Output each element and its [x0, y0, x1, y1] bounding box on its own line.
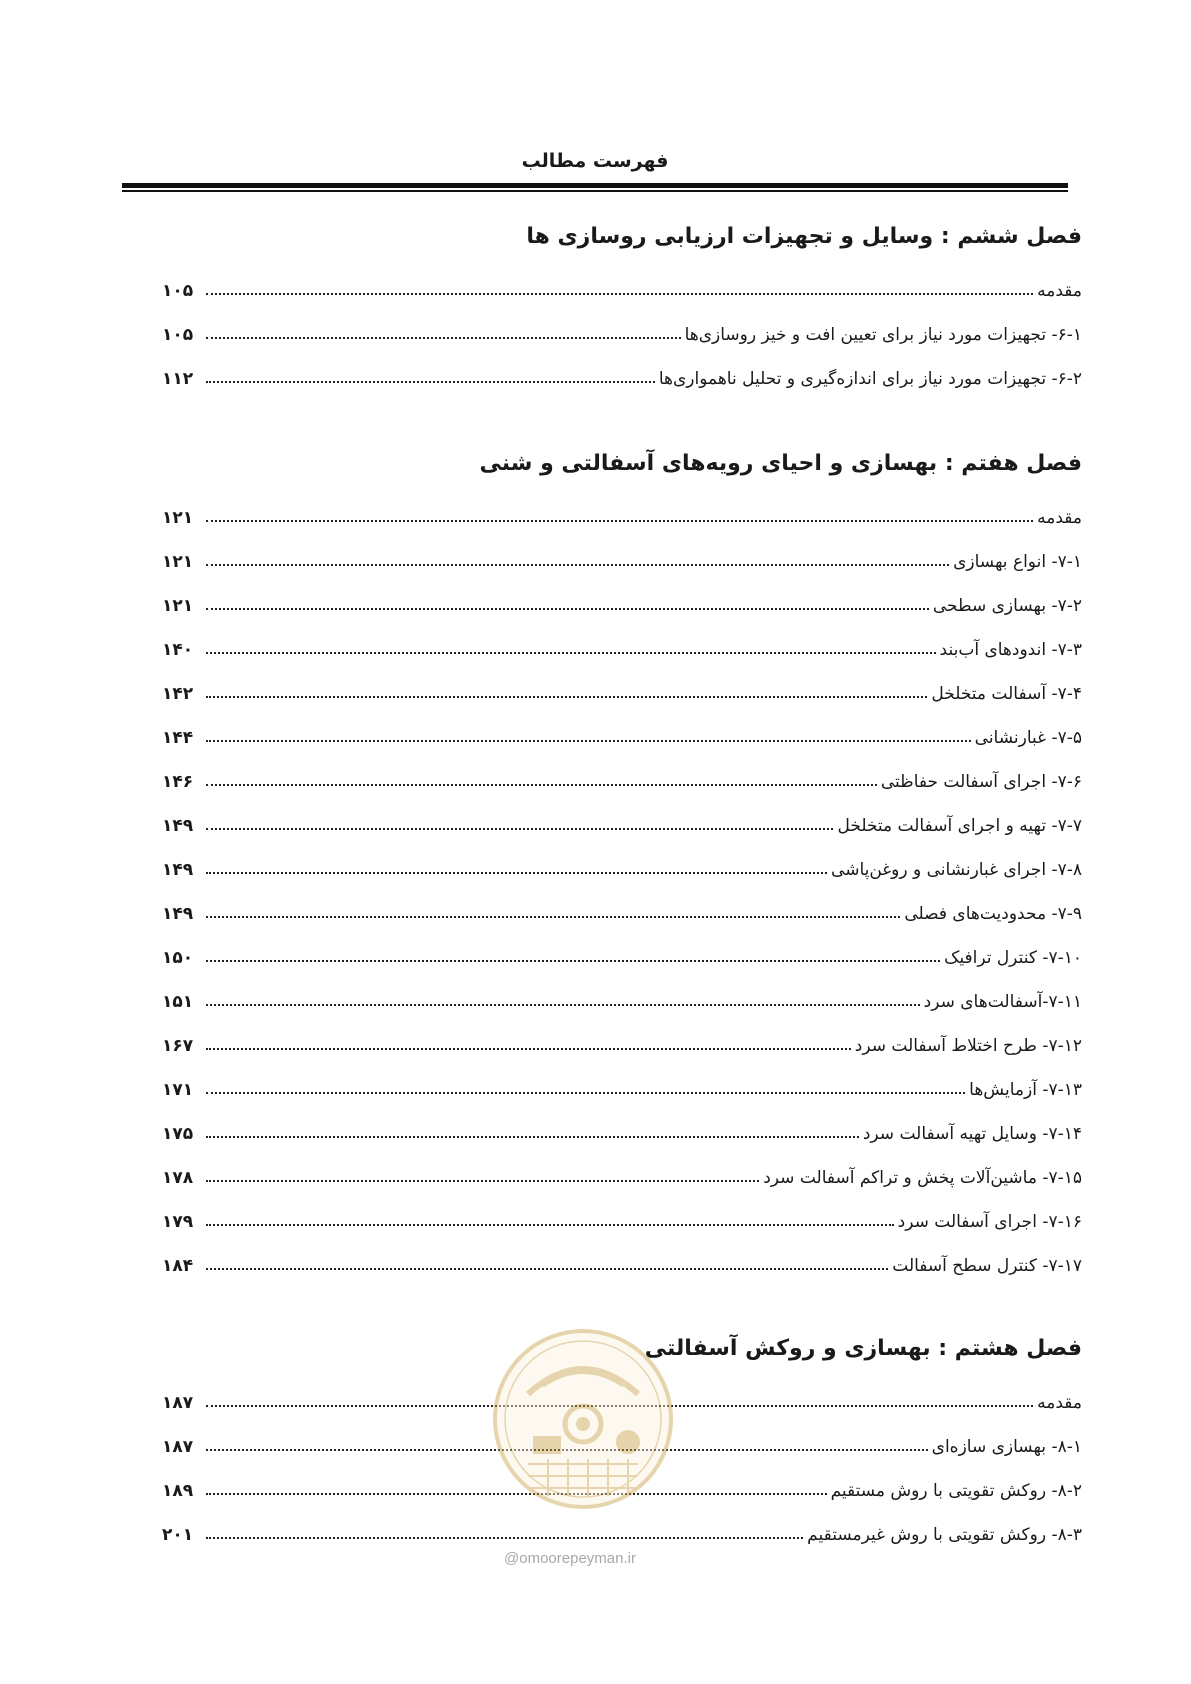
toc-entry-page: ۱۴۹: [162, 904, 194, 924]
toc-entry-page: ۱۰۵: [162, 281, 194, 301]
toc-entry-label: ۷-۳- اندودهای آب‌بند: [939, 640, 1082, 660]
toc-entry-page: ۱۴۴: [162, 728, 194, 748]
toc-entry[interactable]: [162, 257, 1082, 301]
watermark-logo-icon: [488, 1324, 678, 1514]
toc-entry[interactable]: [162, 1056, 1082, 1100]
toc-entry-page: ۱۴۲: [162, 684, 194, 704]
toc-entry-label: ۷-۱۶- اجرای آسفالت سرد: [897, 1212, 1082, 1232]
toc-entry-page: ۱۸۷: [162, 1437, 194, 1457]
chapter-heading: فصل هشتم : بهسازی و روکش آسفالتی: [644, 1336, 1082, 1361]
toc-entry-label: ۸-۱- بهسازی سازه‌ای: [931, 1437, 1082, 1457]
toc-entry-page: ۱۴۹: [162, 860, 194, 880]
header-rule-thick: [122, 183, 1068, 188]
toc-entry[interactable]: [162, 836, 1082, 880]
toc-leader-dots: [206, 1180, 759, 1182]
toc-entry-page: ۱۲۱: [162, 596, 194, 616]
toc-entry-page: ۱۸۹: [162, 1481, 194, 1501]
toc-entry-label: ۷-۷- تهیه و اجرای آسفالت متخلخل: [837, 816, 1082, 836]
toc-leader-dots: [206, 337, 681, 339]
page-header-title: فهرست مطالب: [521, 150, 669, 172]
toc-entry-label: ۸-۳- روکش تقویتی با روش غیرمستقیم: [807, 1525, 1082, 1545]
toc-leader-dots: [206, 1048, 851, 1050]
toc-leader-dots: [206, 1136, 859, 1138]
toc-entry-page: ۱۴۶: [162, 772, 194, 792]
toc-entry-label: ۷-۱- انواع بهسازی: [953, 552, 1082, 572]
toc-entry[interactable]: [162, 924, 1082, 968]
toc-entry[interactable]: [162, 704, 1082, 748]
toc-entry-label: ۷-۵- غبارنشانی: [974, 728, 1082, 748]
toc-entry-page: ۱۷۱: [162, 1080, 194, 1100]
toc-entry-page: ۱۵۰: [162, 948, 194, 968]
toc-leader-dots: [206, 293, 1033, 295]
toc-entry[interactable]: [162, 748, 1082, 792]
toc-entry-page: ۲۰۱: [162, 1525, 194, 1545]
toc-leader-dots: [206, 564, 949, 566]
toc-entry[interactable]: [162, 1144, 1082, 1188]
toc-entry-page: ۱۴۰: [162, 640, 194, 660]
toc-leader-dots: [206, 381, 655, 383]
toc-entry-label: ۷-۹- محدودیت‌های فصلی: [904, 904, 1082, 924]
toc-entry-page: ۱۰۵: [162, 325, 194, 345]
toc-entry-page: ۱۱۲: [162, 369, 194, 389]
toc-leader-dots: [206, 784, 877, 786]
toc-entry-page: ۱۵۱: [162, 992, 194, 1012]
toc-leader-dots: [206, 1268, 888, 1270]
toc-entry-label: مقدمه: [1037, 508, 1082, 528]
toc-entry-label: ۷-۲- بهسازی سطحی: [932, 596, 1082, 616]
toc-entry[interactable]: [162, 660, 1082, 704]
toc-entry-page: ۱۸۷: [162, 1393, 194, 1413]
toc-leader-dots: [206, 1537, 803, 1539]
toc-entry[interactable]: [162, 1232, 1082, 1276]
toc-entry-label: ۷-۱۳- آزمایش‌ها: [969, 1080, 1082, 1100]
toc-leader-dots: [206, 1092, 965, 1094]
toc-entry-label: ۷-۸- اجرای غبارنشانی و روغن‌پاشی: [831, 860, 1082, 880]
toc-leader-dots: [206, 740, 971, 742]
toc-entry-label: ۷-۱۰- کنترل ترافیک: [944, 948, 1082, 968]
toc-entry-page: ۱۲۱: [162, 508, 194, 528]
toc-leader-dots: [206, 1004, 920, 1006]
toc-entry-label: ۷-۶- اجرای آسفالت حفاظتی: [880, 772, 1082, 792]
toc-leader-dots: [206, 828, 833, 830]
toc-entry[interactable]: [162, 968, 1082, 1012]
toc-entry[interactable]: [162, 616, 1082, 660]
toc-entry-page: ۱۷۸: [162, 1168, 194, 1188]
toc-entry[interactable]: [162, 880, 1082, 924]
toc-section-chapter-7: [162, 444, 1082, 1276]
toc-leader-dots: [206, 608, 929, 610]
toc-leader-dots: [206, 960, 940, 962]
toc-entry-label: ۶-۲- تجهیزات مورد نیاز برای اندازه‌گیری و تحلیل ناهمواری‌ها: [658, 369, 1082, 389]
toc-entry-label: مقدمه: [1037, 281, 1082, 301]
toc-entry-label: ۷-۱۴- وسایل تهیه آسفالت سرد: [862, 1124, 1082, 1144]
toc-leader-dots: [206, 520, 1033, 522]
chapter-heading: فصل ششم : وسایل و تجهیزات ارزیابی روسازی ها: [526, 224, 1082, 249]
header-rule-thin: [122, 190, 1068, 192]
toc-entry-page: ۱۶۷: [162, 1036, 194, 1056]
toc-entry[interactable]: [162, 1100, 1082, 1144]
toc-leader-dots: [206, 696, 927, 698]
chapter-heading: فصل هفتم : بهسازی و احیای رویه‌های آسفالتی و شنی: [479, 451, 1082, 476]
toc-entry[interactable]: [162, 1188, 1082, 1232]
toc-entry-label: ۷-۱۵- ماشین‌آلات پخش و تراکم آسفالت سرد: [763, 1168, 1082, 1188]
toc-entry-label: ۷-۱۲- طرح اختلاط آسفالت سرد: [854, 1036, 1082, 1056]
toc-leader-dots: [206, 1224, 894, 1226]
toc-entry-label: ۷-۴- آسفالت متخلخل: [931, 684, 1082, 704]
toc-entry[interactable]: [162, 572, 1082, 616]
toc-section-chapter-6: [162, 217, 1082, 389]
toc-entry-label: ۸-۲- روکش تقویتی با روش مستقیم: [830, 1481, 1082, 1501]
toc-entry[interactable]: [162, 345, 1082, 389]
toc-entry-page: ۱۸۴: [162, 1256, 194, 1276]
toc-leader-dots: [206, 916, 900, 918]
toc-leader-dots: [206, 872, 827, 874]
toc-entry-page: ۱۲۱: [162, 552, 194, 572]
toc-entry-page: ۱۷۵: [162, 1124, 194, 1144]
toc-entry[interactable]: [162, 792, 1082, 836]
toc-entry-page: ۱۷۹: [162, 1212, 194, 1232]
toc-entry-page: ۱۴۹: [162, 816, 194, 836]
toc-leader-dots: [206, 652, 936, 654]
toc-entry[interactable]: [162, 301, 1082, 345]
toc-entry-label: ۷-۱۱-آسفالت‌های سرد: [923, 992, 1082, 1012]
toc-entry[interactable]: [162, 528, 1082, 572]
header-rule: [122, 183, 1068, 193]
watermark-url: @omoorepeyman.ir: [504, 1550, 636, 1567]
toc-entry[interactable]: [162, 484, 1082, 528]
toc-entry[interactable]: [162, 1012, 1082, 1056]
toc-entry-label: ۷-۱۷- کنترل سطح آسفالت: [892, 1256, 1082, 1276]
toc-entry-label: مقدمه: [1037, 1393, 1082, 1413]
toc-entry-label: ۶-۱- تجهیزات مورد نیاز برای تعیین افت و خیز روسازی‌ها: [684, 325, 1082, 345]
